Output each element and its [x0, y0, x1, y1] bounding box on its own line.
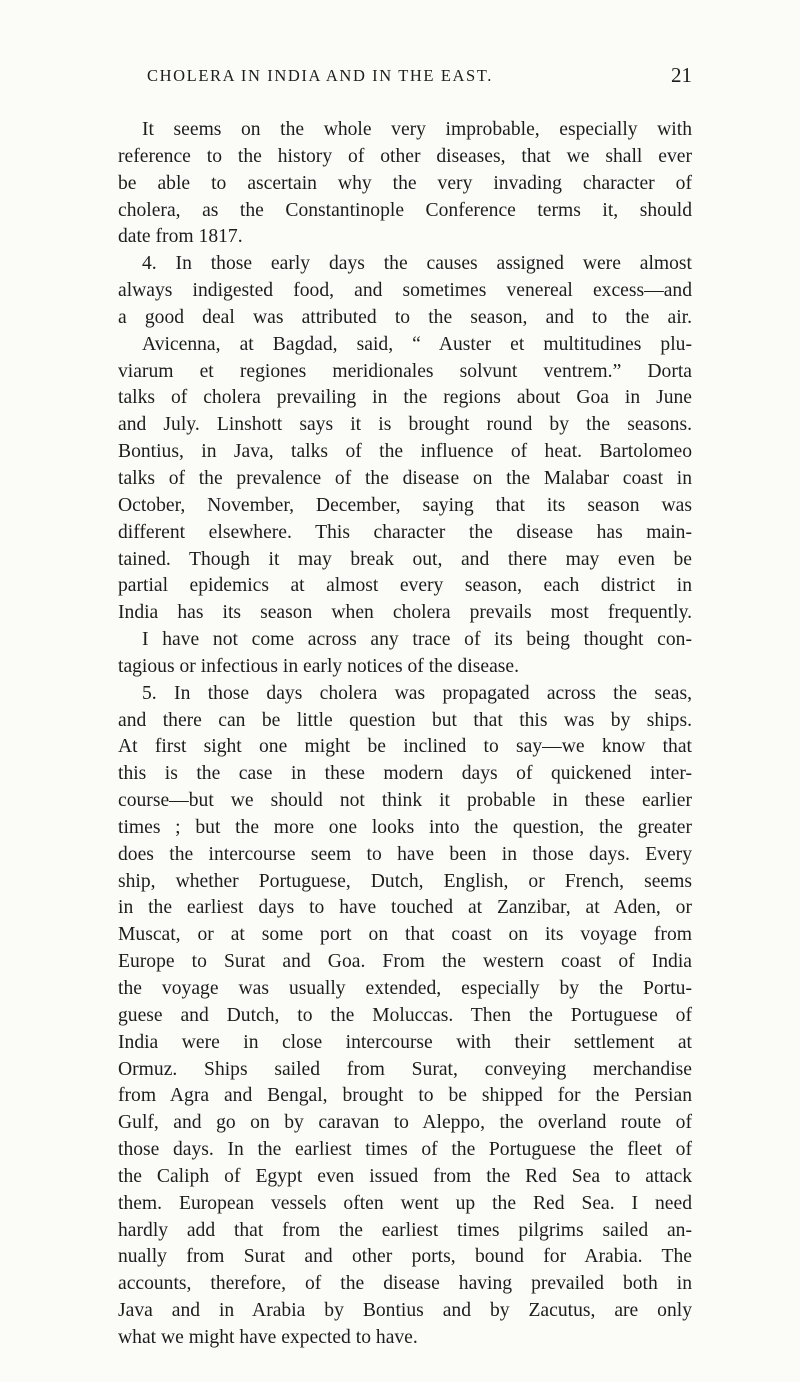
text-line: course—but we should not think it probable in these earlier — [118, 790, 692, 812]
text-line: At first sight one might be inclined to say—we know that — [118, 736, 692, 758]
text-line: the voyage was usually extended, especially by the Portu- — [118, 978, 692, 999]
text-line: I have not come across any trace of its being thought con- — [142, 629, 692, 651]
text-line: 4. In those early days the causes assigned were almost — [142, 253, 692, 275]
text-line: talks of cholera prevailing in the regions about Goa in June — [118, 387, 692, 409]
page-number: 21 — [671, 63, 692, 87]
text-line: Avicenna, at Bagdad, said, “ Auster et multitudines plu- — [142, 333, 692, 355]
text-line: 5. In those days cholera was propagated across the seas, — [142, 682, 692, 704]
text-line: be able to ascertain why the very invading character of — [118, 172, 692, 194]
text-line: and there can be little question but that this was by ships. — [118, 709, 692, 731]
text-line: tagious or infectious in early notices of the disease. — [118, 655, 520, 677]
text-line: Java and in Arabia by Bontius and by Zacutus, are only — [118, 1300, 692, 1322]
text-line: times ; but the more one looks into the question, the greater — [118, 816, 692, 838]
text-line: from Agra and Bengal, brought to be shipped for the Persian — [118, 1085, 692, 1107]
text-line: accounts, therefore, of the disease having prevailed both in — [118, 1273, 692, 1295]
text-line: them. European vessels often went up the Red Sea. I need — [118, 1192, 692, 1214]
running-title: CHOLERA IN INDIA AND IN THE EAST. — [147, 66, 493, 85]
text-line: in the earliest days to have touched at Zanzibar, at Aden, or — [118, 897, 692, 919]
text-line: talks of the prevalence of the disease on the Malabar coast in — [118, 467, 692, 489]
text-line: It seems on the whole very improbable, especially with — [142, 119, 692, 140]
text-line: does the intercourse seem to have been in those days. Every — [118, 843, 692, 865]
text-line: and July. Linshott says it is brought round by the seasons. — [118, 414, 692, 436]
text-line: a good deal was attributed to the season, and to the air. — [118, 306, 692, 328]
text-line: ship, whether Portuguese, Dutch, English, or French, seems — [118, 870, 692, 892]
text-line: guese and Dutch, to the Moluccas. Then the Portuguese of — [118, 1004, 692, 1026]
running-head — [118, 64, 692, 88]
text-line: Muscat, or at some port on that coast on its voyage from — [118, 924, 692, 946]
text-line: Ormuz. Ships sailed from Surat, conveying merchandise — [118, 1058, 692, 1080]
text-line: different elsewhere. This character the disease has main- — [118, 521, 692, 543]
text-line: India has its season when cholera prevails most frequently. — [118, 602, 692, 624]
text-line: cholera, as the Constantinople Conference terms it, should — [118, 199, 692, 221]
text-line: India were in close intercourse with their settlement at — [118, 1031, 692, 1053]
text-line: partial epidemics at almost every season, each district in — [118, 575, 692, 597]
text-line: viarum et regiones meridionales solvunt ventrem.” Dorta — [118, 360, 692, 382]
text-line: Bontius, in Java, talks of the influence of heat. Bartolomeo — [118, 441, 692, 463]
text-line: reference to the history of other diseases, that we shall ever — [118, 145, 692, 167]
body-text — [118, 117, 692, 1352]
text-line: the Caliph of Egypt even issued from the Red Sea to attack — [118, 1165, 692, 1187]
text-line: nually from Surat and other ports, bound for Arabia. The — [118, 1246, 692, 1268]
text-line: Europe to Surat and Goa. From the western coast of India — [118, 951, 692, 973]
text-line: hardly add that from the earliest times pilgrims sailed an- — [118, 1219, 692, 1241]
text-line: October, November, December, saying that its season was — [118, 494, 692, 516]
text-line: those days. In the earliest times of the Portuguese the fleet of — [118, 1139, 692, 1161]
text-line: what we might have expected to have. — [118, 1326, 418, 1348]
text-line: tained. Though it may break out, and there may even be — [118, 548, 692, 570]
text-line: always indigested food, and sometimes venereal excess—and — [118, 280, 692, 302]
text-line: Gulf, and go on by caravan to Aleppo, the overland route of — [118, 1112, 692, 1134]
text-line: this is the case in these modern days of quickened inter- — [118, 763, 692, 785]
text-line: date from 1817. — [118, 226, 243, 248]
